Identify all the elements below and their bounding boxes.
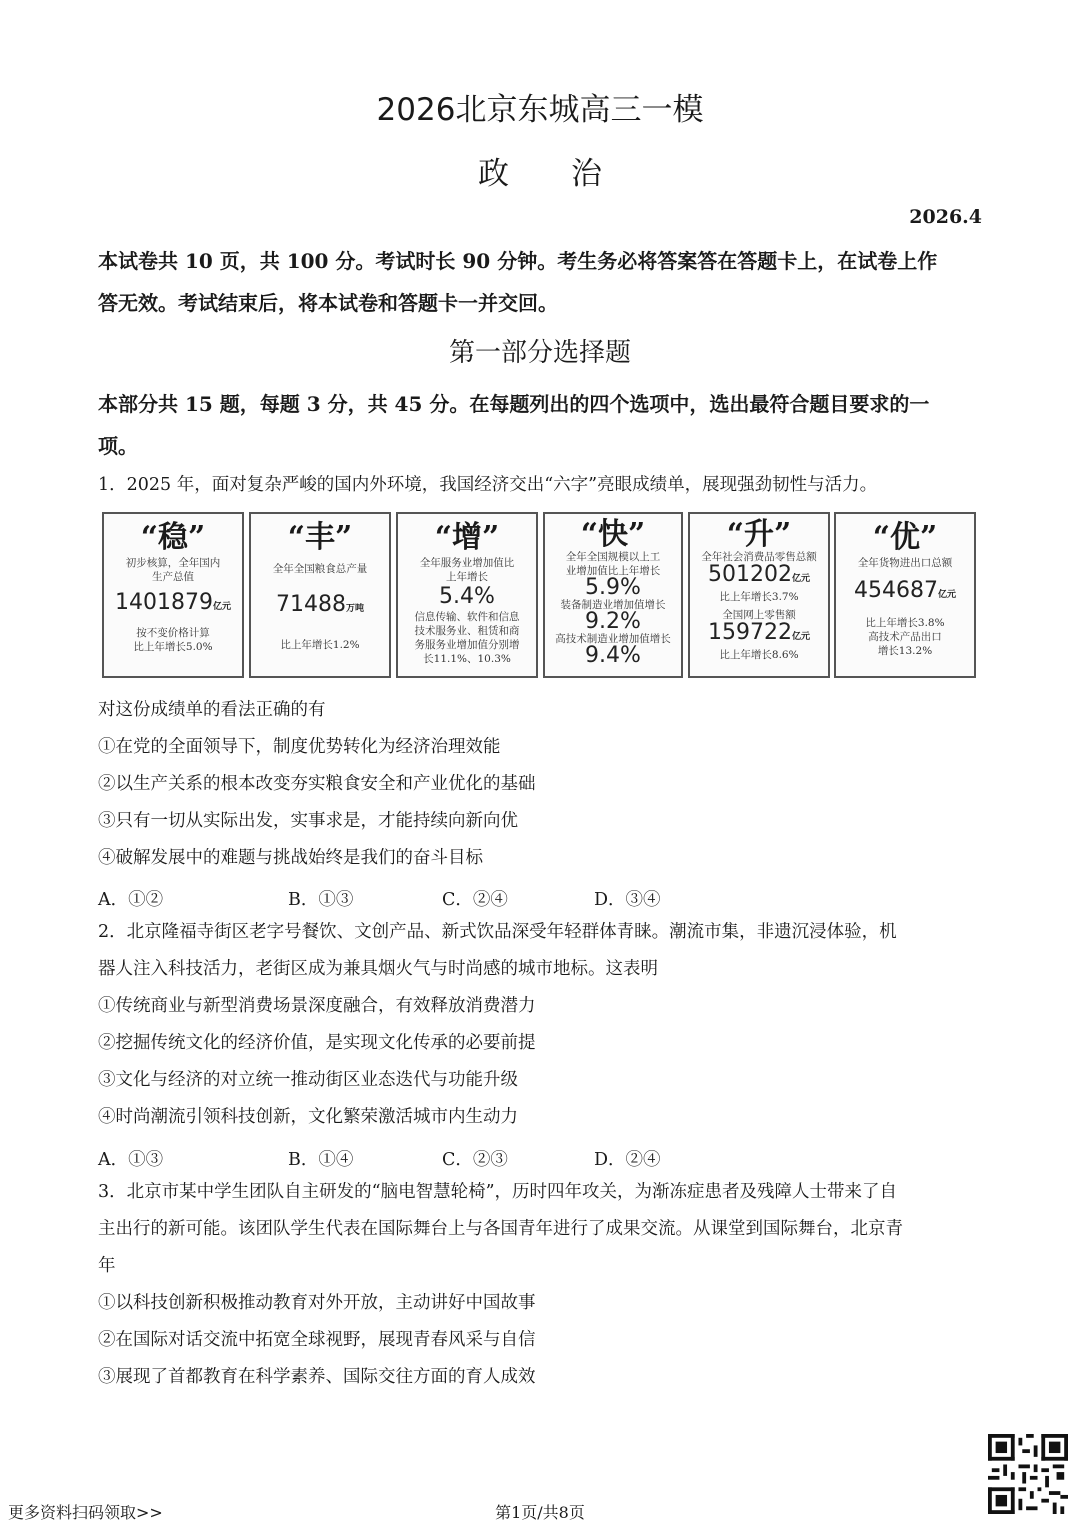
card-text: 高技术产品出口	[868, 631, 942, 643]
card-text: 全年全国粮食总产量	[272, 563, 368, 575]
card-text: 全国网上零售额	[722, 609, 796, 621]
card-text: 全年社会消费品零售总额	[701, 551, 817, 563]
q2-stem-line-1: 2．北京隆福寺街区老字号餐饮、文创产品、新式饮品深受年轻群体青睐。潮流市集，非遗沉浸体验，机	[98, 922, 897, 942]
card-text: 信息传输、软件和信息	[414, 611, 520, 623]
q2-item-3: ③文化与经济的对立统一推动街区业态迭代与功能升级	[98, 1070, 518, 1090]
card-word: “升”	[726, 517, 792, 552]
card-text: 按不变价格计算	[136, 627, 210, 639]
card-number: 454687亿元	[854, 578, 956, 603]
card-word: “丰”	[287, 520, 353, 555]
card-text: 装备制造业增加值增长	[560, 599, 666, 611]
card-text: 比上年增长3.7%	[719, 591, 799, 603]
section-title: 第一部分选择题	[448, 338, 631, 368]
footer-promo: 更多资料扫码领取>>	[8, 1503, 163, 1522]
card-text: 初步核算，全年国内	[125, 557, 221, 569]
q1-option-b: B．①③	[288, 890, 354, 910]
q1-infographic	[102, 512, 976, 680]
card-wen	[102, 512, 244, 678]
q1-item-4: ④破解发展中的难题与挑战始终是我们的奋斗目标	[98, 848, 483, 868]
q1-stem: 1．2025 年，面对复杂严峻的国内外环境，我国经济交出“六字”亮眼成绩单，展现强劲韧性与活力。	[98, 475, 878, 495]
card-text: 务服务业增加值分别增	[414, 639, 520, 651]
q3-stem-line-1: 3．北京市某中学生团队自主研发的“脑电智慧轮椅”，历时四年攻关，为渐冻症患者及残障人士带来了自	[98, 1182, 898, 1202]
q1-option-a: A．①②	[98, 890, 164, 910]
card-word: “快”	[580, 517, 646, 552]
subject-title	[0, 148, 1080, 193]
card-text: 业增加值比上年增长	[565, 565, 661, 577]
card-number: 5.9%	[585, 575, 641, 600]
q1-item-2: ②以生产关系的根本改变夯实粮食安全和产业优化的基础	[98, 774, 536, 794]
card-number: 71488万吨	[275, 592, 364, 617]
q1-option-c: C．②④	[442, 890, 508, 910]
card-text: 比上年增长8.6%	[719, 649, 799, 661]
q2-option-b: B．①④	[288, 1150, 354, 1170]
q3-stem-line-2: 主出行的新可能。该团队学生代表在国际舞台上与各国青年进行了成果交流。从课堂到国际舞台，北京青	[98, 1219, 903, 1239]
q3-item-2: ②在国际对话交流中拓宽全球视野，展现青春风采与自信	[98, 1330, 536, 1350]
card-word: “稳”	[140, 520, 206, 555]
intro-line-1: 本部分共 15 题，每题 3 分，共 45 分。在每题列出的四个选项中，选出最符合题目要求的一	[98, 392, 930, 416]
q1-prompt: 对这份成绩单的看法正确的有	[98, 700, 326, 720]
card-zeng	[396, 512, 538, 678]
q3-stem-line-3: 年	[98, 1256, 116, 1276]
card-text: 长11.1%、10.3%	[423, 653, 511, 665]
q3-item-3: ③展现了首都教育在科学素养、国际交往方面的育人成效	[98, 1367, 536, 1387]
card-number: 9.2%	[585, 609, 641, 634]
exam-date: 2026.4	[909, 206, 982, 228]
q2-item-1: ①传统商业与新型消费场景深度融合，有效释放消费潜力	[98, 996, 536, 1016]
card-number: 9.4%	[585, 643, 641, 668]
subject-char-2: 治	[571, 156, 602, 192]
q3-item-1: ①以科技创新积极推动教育对外开放，主动讲好中国故事	[98, 1293, 536, 1313]
card-kuai	[543, 512, 683, 678]
subject-char-1: 政	[478, 156, 509, 192]
card-text: 全年全国规模以上工	[565, 551, 661, 563]
card-text: 比上年增长1.2%	[280, 639, 360, 651]
card-text: 技术服务业、租赁和商	[414, 625, 520, 637]
q2-option-c: C．②③	[442, 1150, 508, 1170]
card-text: 全年货物进出口总额	[857, 557, 953, 569]
card-text: 比上年增长3.8%	[865, 617, 945, 629]
card-feng	[249, 512, 391, 678]
card-text: 上年增长	[446, 571, 488, 583]
q2-option-a: A．①③	[98, 1150, 164, 1170]
card-sheng	[688, 512, 830, 678]
card-word: “优”	[872, 520, 938, 555]
q1-item-3: ③只有一切从实际出发，实事求是，才能持续向新向优	[98, 811, 518, 831]
card-number: 501202亿元	[708, 562, 810, 587]
q2-item-4: ④时尚潮流引领科技创新，文化繁荣激活城市内生动力	[98, 1107, 518, 1127]
exam-title: 2026北京东城高三一模	[376, 92, 704, 128]
q2-stem-line-2: 器人注入科技活力，老街区成为兼具烟火气与时尚感的城市地标。这表明	[98, 959, 658, 979]
card-text: 比上年增长5.0%	[133, 641, 213, 653]
card-text: 高技术制造业增加值增长	[555, 633, 671, 645]
intro-line-2: 项。	[98, 434, 138, 458]
card-number: 1401879亿元	[115, 590, 231, 615]
card-number: 159722亿元	[708, 620, 810, 645]
q2-option-d: D．②④	[594, 1150, 661, 1170]
card-number: 5.4%	[439, 584, 495, 609]
section-intro	[98, 383, 986, 467]
page-number: 第1页/共8页	[495, 1503, 585, 1522]
exam-notice	[98, 240, 986, 324]
notice-line-1: 本试卷共 10 页，共 100 分。考试时长 90 分钟。考生务必将答案答在答题卡上，在试卷上作	[98, 249, 938, 273]
notice-line-2: 答无效。考试结束后，将本试卷和答题卡一并交回。	[98, 291, 558, 315]
card-word: “增”	[434, 520, 500, 555]
q2-item-2: ②挖掘传统文化的经济价值，是实现文化传承的必要前提	[98, 1033, 536, 1053]
card-you	[834, 512, 976, 678]
card-text: 增长13.2%	[877, 645, 933, 657]
q1-option-d: D．③④	[594, 890, 661, 910]
card-text: 生产总值	[152, 571, 194, 583]
card-text: 全年服务业增加值比	[419, 557, 515, 569]
q1-item-1: ①在党的全面领导下，制度优势转化为经济治理效能	[98, 737, 501, 757]
